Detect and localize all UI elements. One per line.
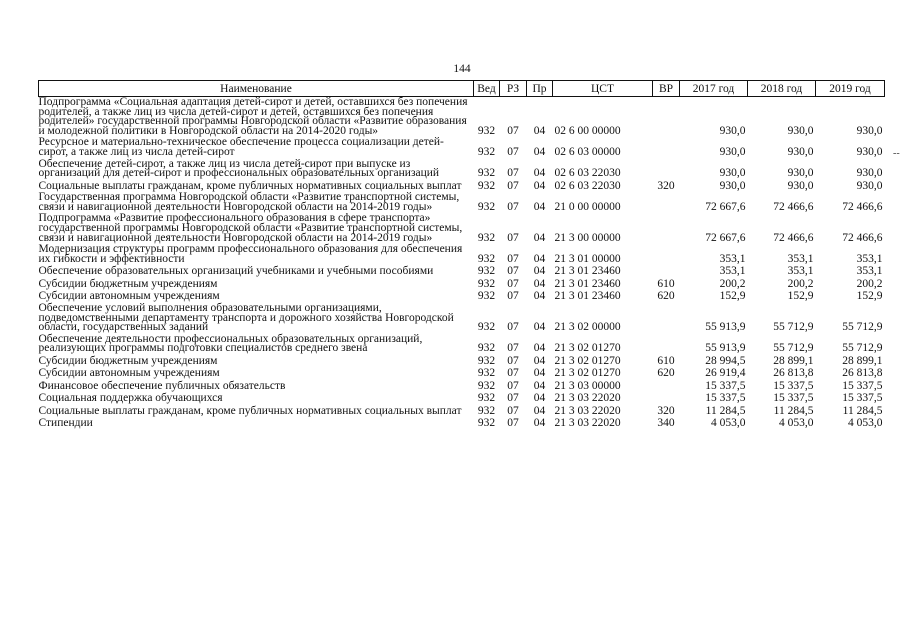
row-pr: 04: [533, 417, 546, 430]
row-vr: [653, 192, 680, 213]
row-name: Обеспечение условий выполнения образовательными организациями, подведомственными департаменту транспорта и дорожного хозяйства Новгородской области, государственных заданий: [38, 301, 454, 334]
row-name: Подпрограмма «Развитие профессионального образования в сфере транспорта» государственной программы Новгородской области «Развитие транспортной системы, связи и навигационной деятельности Новгородской области на 2014-2019 годы»: [38, 212, 463, 244]
row-pr: 04: [533, 124, 546, 137]
row-rz: 07: [507, 290, 519, 303]
table-row: [39, 355, 885, 368]
row-rz: 07: [507, 277, 519, 290]
row-vr: 620: [657, 290, 675, 303]
row-name: Социальные выплаты гражданам, кроме публичных нормативных социальных выплат: [38, 404, 462, 417]
row-pr: 04: [533, 367, 546, 380]
row-value-2018: 11 284,5: [773, 404, 814, 417]
row-ved: 932: [477, 146, 496, 159]
row-value-2017: 55 913,9: [705, 321, 746, 334]
page-number: 144: [453, 63, 471, 75]
row-value-2019: 4 053,0: [848, 417, 883, 430]
row-name: Социальные выплаты гражданам, кроме публичных нормативных социальных выплат: [38, 179, 462, 192]
row-value-2018: 72 466,6: [773, 231, 814, 244]
row-ved: 932: [477, 321, 496, 334]
row-vr: [653, 244, 680, 265]
row-cst: 21 3 03 22020: [554, 404, 621, 417]
row-value-2019: 930,0: [856, 124, 883, 137]
header-rz: РЗ: [500, 81, 527, 97]
row-name: Социальная поддержка обучающихся: [38, 392, 223, 405]
row-value-2019: 72 466,6: [842, 200, 883, 213]
row-value-2018: 55 712,9: [773, 321, 814, 334]
table-row: [39, 278, 885, 291]
header-name: Наименование: [39, 81, 474, 97]
row-ved: 932: [477, 200, 496, 213]
row-value-2017: 353,1: [719, 252, 746, 265]
row-cst: 21 3 03 22020: [554, 417, 621, 430]
row-value-2018: 353,1: [787, 265, 814, 278]
row-rz: 07: [507, 367, 519, 380]
row-value-2018: 55 712,9: [773, 342, 814, 355]
row-rz: 07: [507, 200, 519, 213]
table-row: [39, 334, 885, 355]
table-row: [39, 213, 885, 244]
row-vr: [653, 137, 680, 158]
row-cst: 21 3 02 01270: [554, 342, 621, 355]
row-value-2017: 4 053,0: [711, 417, 746, 430]
row-cst: 21 0 00 00000: [554, 200, 621, 213]
row-rz: 07: [507, 379, 519, 392]
row-vr: [653, 159, 680, 180]
row-name: Обеспечение деятельности профессиональных образовательных организаций, реализующих программы подготовки специалистов среднего звена: [38, 332, 423, 355]
table-body: [39, 97, 885, 430]
row-value-2019: 15 337,5: [842, 392, 883, 405]
row-value-2019: 930,0: [856, 167, 883, 180]
row-ved: 932: [477, 290, 496, 303]
row-pr: 04: [533, 252, 546, 265]
row-vr: [653, 213, 680, 244]
row-rz: 07: [507, 124, 519, 137]
row-cst: 21 3 01 23460: [554, 265, 621, 278]
row-vr: [653, 392, 680, 405]
row-rz: 07: [507, 252, 519, 265]
row-value-2018: 15 337,5: [773, 392, 814, 405]
row-name: Модернизация структуры программ профессионального образования для обеспечения их гибкости и эффективности: [38, 243, 463, 265]
row-value-2017: 26 919,4: [705, 367, 746, 380]
header-vr: ВР: [653, 81, 680, 97]
table-row: [39, 192, 885, 213]
row-rz: 07: [507, 417, 519, 430]
table-row: [39, 392, 885, 405]
row-pr: 04: [533, 379, 546, 392]
row-vr: 340: [657, 417, 675, 430]
table-row: [39, 244, 885, 265]
row-ved: 932: [477, 265, 496, 278]
row-ved: 932: [477, 167, 496, 180]
row-value-2018: 4 053,0: [779, 417, 814, 430]
row-value-2019: 930,0: [856, 179, 883, 192]
row-pr: 04: [533, 354, 546, 367]
row-vr: 610: [657, 354, 675, 367]
row-cst: 21 3 01 23460: [554, 277, 621, 290]
row-value-2019: 15 337,5: [842, 379, 883, 392]
row-value-2017: 200,2: [719, 277, 746, 290]
table-row: [39, 97, 885, 138]
row-pr: 04: [533, 167, 546, 180]
row-pr: 04: [533, 179, 546, 192]
row-rz: 07: [507, 404, 519, 417]
header-2018: 2018 год: [748, 81, 816, 97]
row-cst: 02 6 03 22030: [554, 179, 621, 192]
row-value-2019: 72 466,6: [842, 231, 883, 244]
row-ved: 932: [477, 342, 496, 355]
row-rz: 07: [507, 354, 519, 367]
row-value-2017: 930,0: [719, 146, 746, 159]
row-cst: 21 3 03 00000: [554, 379, 621, 392]
row-cst: 21 3 01 23460: [554, 290, 621, 303]
row-value-2019: 353,1: [856, 265, 883, 278]
row-value-2018: 930,0: [787, 124, 814, 137]
row-cst: 02 6 00 00000: [554, 124, 621, 137]
row-pr: 04: [533, 321, 546, 334]
row-ved: 932: [477, 252, 496, 265]
row-value-2018: 72 466,6: [773, 200, 814, 213]
margin-mark: ‑‑: [893, 148, 900, 159]
row-cst: 21 3 00 00000: [554, 231, 621, 244]
row-value-2019: 55 712,9: [842, 342, 883, 355]
row-value-2017: 72 667,6: [705, 200, 746, 213]
row-value-2019: 26 813,8: [842, 367, 883, 380]
header-pr: Пр: [527, 81, 553, 97]
row-ved: 932: [477, 367, 496, 380]
row-value-2019: 200,2: [856, 277, 883, 290]
row-pr: 04: [533, 265, 546, 278]
budget-table: [38, 80, 885, 430]
row-value-2017: 930,0: [719, 124, 746, 137]
row-cst: 21 3 02 00000: [554, 321, 621, 334]
row-rz: 07: [507, 342, 519, 355]
row-ved: 932: [477, 379, 496, 392]
row-cst: 21 3 02 01270: [554, 367, 621, 380]
row-vr: 320: [657, 179, 675, 192]
row-name: Субсидии бюджетным учреждениям: [38, 277, 218, 290]
row-pr: 04: [533, 342, 546, 355]
row-value-2018: 930,0: [787, 146, 814, 159]
row-pr: 04: [533, 392, 546, 405]
row-value-2018: 930,0: [787, 179, 814, 192]
row-name: Подпрограмма «Социальная адаптация детей-сирот и детей, оставшихся без попечения родителей, а также лиц из числа детей-сирот и детей, оставшихся без попечения родителей» государственной программы Новгородской области «Развитие образования и молодежной политики в Новгородской области на 2014-2020 годы»: [38, 96, 468, 137]
table-row: [39, 265, 885, 278]
row-cst: 21 3 01 00000: [554, 252, 621, 265]
row-value-2017: 72 667,6: [705, 231, 746, 244]
row-ved: 932: [477, 124, 496, 137]
row-ved: 932: [477, 404, 496, 417]
header-cst: ЦСТ: [553, 81, 653, 97]
row-value-2018: 353,1: [787, 252, 814, 265]
row-name: Финансовое обеспечение публичных обязательств: [38, 379, 286, 392]
table-row: [39, 380, 885, 393]
row-pr: 04: [533, 146, 546, 159]
row-value-2018: 26 813,8: [773, 367, 814, 380]
row-vr: [653, 97, 680, 138]
table-row: [39, 303, 885, 334]
row-value-2019: 55 712,9: [842, 321, 883, 334]
row-value-2017: 11 284,5: [705, 404, 746, 417]
row-pr: 04: [533, 231, 546, 244]
row-rz: 07: [507, 265, 519, 278]
row-vr: 610: [657, 277, 675, 290]
row-value-2017: 353,1: [719, 265, 746, 278]
table-row: [39, 405, 885, 418]
row-value-2017: 55 913,9: [705, 342, 746, 355]
row-value-2018: 152,9: [787, 290, 814, 303]
table-row: [39, 137, 885, 158]
row-cst: 02 6 03 22030: [554, 167, 621, 180]
row-value-2017: 28 994,5: [705, 354, 746, 367]
row-pr: 04: [533, 200, 546, 213]
row-cst: 21 3 03 22020: [554, 392, 621, 405]
row-value-2018: 28 899,1: [773, 354, 814, 367]
row-rz: 07: [507, 167, 519, 180]
row-value-2018: 15 337,5: [773, 379, 814, 392]
row-name: Ресурсное и материально-техническое обеспечение процесса социализации детей-сирот, а также лиц из числа детей-сирот: [38, 136, 444, 158]
row-value-2017: 152,9: [719, 290, 746, 303]
row-pr: 04: [533, 277, 546, 290]
row-name: Обеспечение образовательных организаций учебниками и учебными пособиями: [38, 265, 434, 278]
row-name: Стипендии: [38, 417, 93, 430]
row-value-2018: 930,0: [787, 167, 814, 180]
row-value-2017: 15 337,5: [705, 392, 746, 405]
row-ved: 932: [477, 277, 496, 290]
header-2017: 2017 год: [680, 81, 748, 97]
row-name: Обеспечение детей-сирот, а также лиц из числа детей-сирот при выпуске из организаций для детей-сирот и профессиональных образовательных организаций: [38, 157, 440, 180]
table-header-row: [39, 81, 885, 97]
header-ved: Вед: [474, 81, 500, 97]
row-pr: 04: [533, 290, 546, 303]
row-vr: [653, 334, 680, 355]
row-value-2017: 930,0: [719, 179, 746, 192]
row-cst: 02 6 03 00000: [554, 146, 621, 159]
row-value-2019: 28 899,1: [842, 354, 883, 367]
row-value-2017: 15 337,5: [705, 379, 746, 392]
row-value-2019: 930,0: [856, 146, 883, 159]
row-value-2019: 353,1: [856, 252, 883, 265]
row-pr: 04: [533, 404, 546, 417]
row-rz: 07: [507, 231, 519, 244]
row-name: Субсидии бюджетным учреждениям: [38, 354, 218, 367]
row-name: Субсидии автономным учреждениям: [38, 367, 220, 380]
row-value-2019: 11 284,5: [842, 404, 883, 417]
table-row: [39, 417, 885, 430]
row-value-2017: 930,0: [719, 167, 746, 180]
row-rz: 07: [507, 146, 519, 159]
row-value-2019: 152,9: [856, 290, 883, 303]
table-row: [39, 367, 885, 380]
table-row: [39, 159, 885, 180]
row-value-2018: 200,2: [787, 277, 814, 290]
row-vr: 320: [657, 404, 675, 417]
row-vr: [653, 380, 680, 393]
row-vr: 620: [657, 367, 675, 380]
row-name: Государственная программа Новгородской области «Развитие транспортной системы, связи и навигационной деятельности Новгородской области на 2014-2019 годы»: [38, 191, 460, 213]
row-ved: 932: [477, 392, 496, 405]
header-2019: 2019 год: [816, 81, 885, 97]
row-ved: 932: [477, 354, 496, 367]
row-rz: 07: [507, 392, 519, 405]
row-ved: 932: [477, 231, 496, 244]
row-ved: 932: [477, 179, 496, 192]
row-name: Субсидии автономным учреждениям: [38, 290, 220, 303]
row-ved: 932: [477, 417, 496, 430]
row-cst: 21 3 02 01270: [554, 354, 621, 367]
row-rz: 07: [507, 321, 519, 334]
row-vr: [653, 265, 680, 278]
row-vr: [653, 303, 680, 334]
row-rz: 07: [507, 179, 519, 192]
